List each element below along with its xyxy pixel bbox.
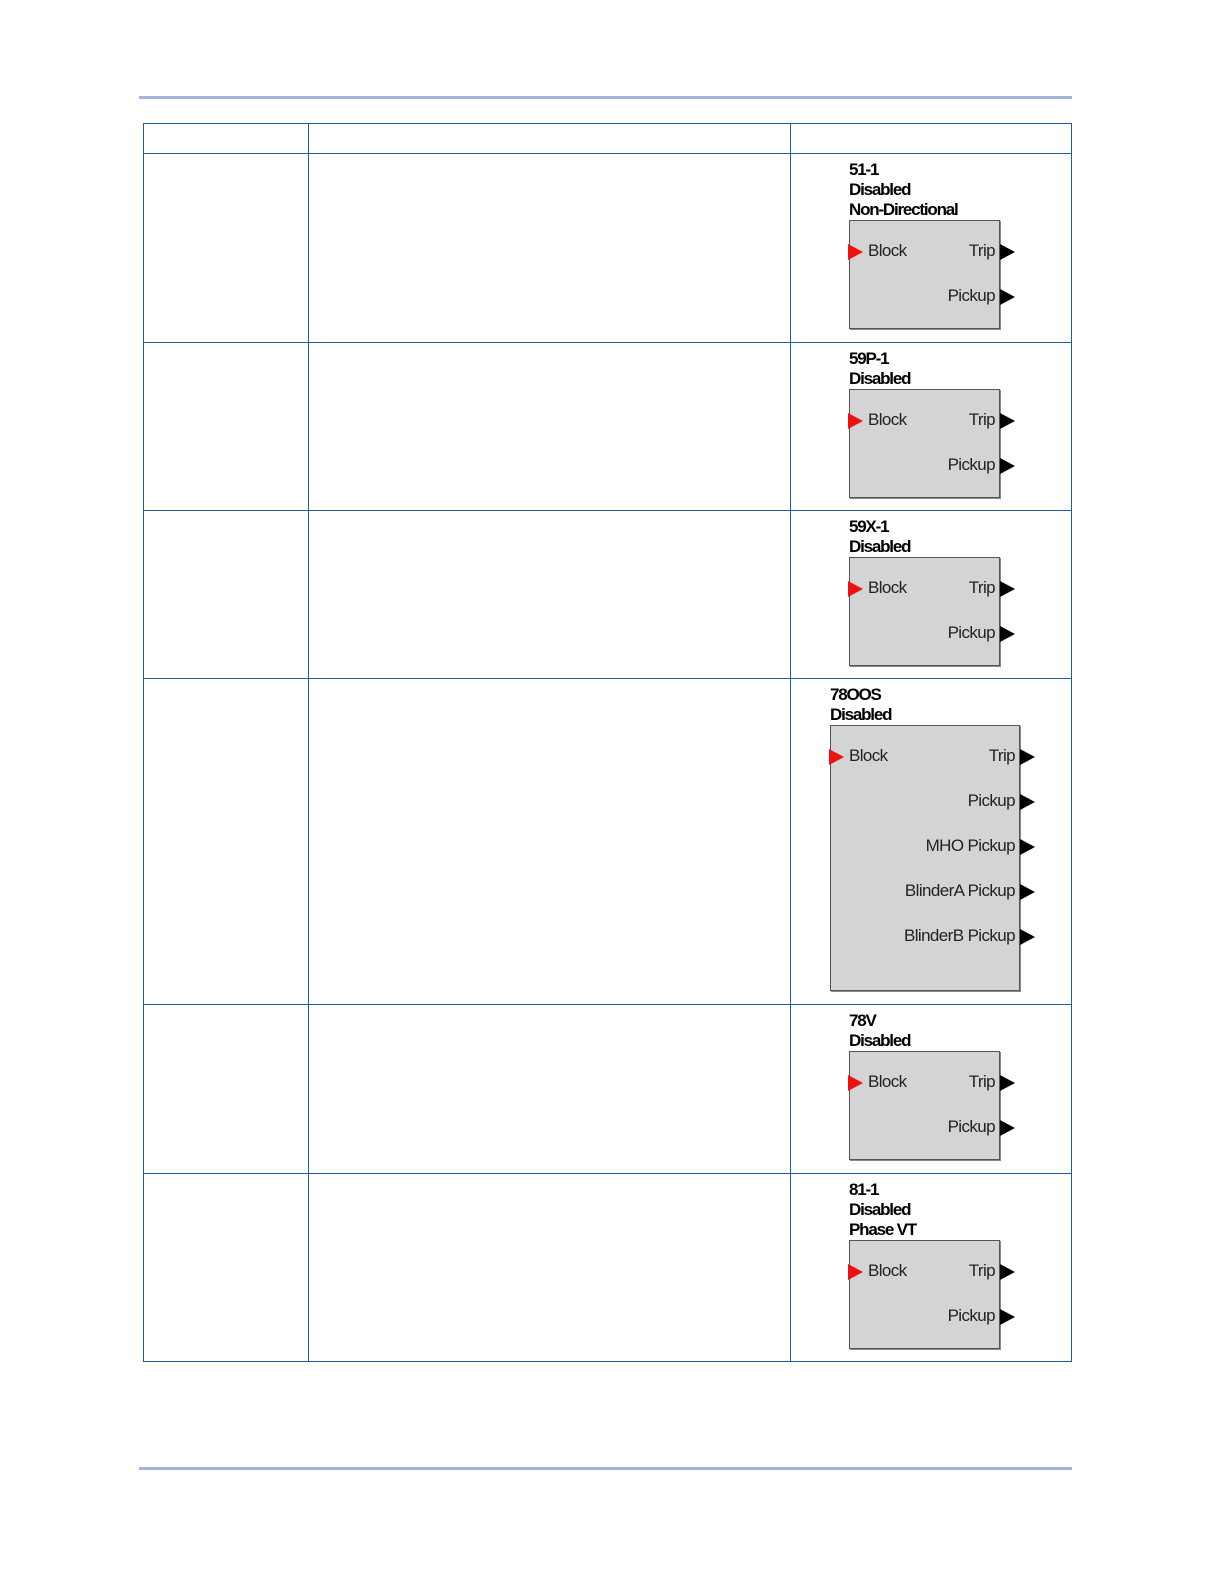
output-arrow-icon[interactable] [1000, 1309, 1015, 1325]
input-arrow-icon[interactable] [848, 1075, 863, 1091]
block-output-label: BlinderA Pickup [904, 881, 1015, 900]
block-title-line: 59X-1 [849, 517, 889, 536]
block-title-line: 59P-1 [849, 349, 889, 368]
logic-block[interactable] [849, 349, 1000, 498]
block-title-line: 51-1 [849, 160, 879, 179]
logic-block-cell [791, 1005, 1072, 1174]
block-output-label: Pickup [947, 455, 995, 474]
header-rule [139, 96, 1072, 99]
output-arrow-icon[interactable] [1020, 929, 1035, 945]
block-input-label: Block [868, 1072, 907, 1091]
element-description-cell [309, 1005, 791, 1174]
input-arrow-icon[interactable] [848, 581, 863, 597]
block-input-label: Block [868, 578, 907, 597]
input-arrow-icon[interactable] [829, 749, 844, 765]
logic-block[interactable] [849, 1011, 1000, 1160]
block-input-label: Block [849, 746, 888, 765]
element-description-cell [309, 679, 791, 1005]
table-row [144, 343, 1072, 511]
element-name-cell [144, 343, 309, 511]
table-row [144, 154, 1072, 343]
input-arrow-icon[interactable] [848, 244, 863, 260]
output-arrow-icon[interactable] [1000, 1264, 1015, 1280]
output-arrow-icon[interactable] [1000, 244, 1015, 260]
block-title-line: Disabled [849, 1200, 911, 1219]
block-output-label: Pickup [947, 1306, 995, 1325]
element-description-cell [309, 154, 791, 343]
element-name-cell [144, 679, 309, 1005]
output-arrow-icon[interactable] [1000, 1120, 1015, 1136]
block-output-label: Trip [988, 746, 1015, 765]
logic-block-body[interactable] [849, 1240, 1000, 1349]
logic-block[interactable] [849, 1180, 1000, 1349]
block-output-label: Trip [968, 1072, 995, 1091]
block-output-label: Pickup [947, 623, 995, 642]
element-description-cell [309, 1174, 791, 1362]
output-arrow-icon[interactable] [1020, 749, 1035, 765]
output-arrow-icon[interactable] [1020, 884, 1035, 900]
block-title-line: Non-Directional [849, 200, 958, 219]
logic-block-body[interactable] [849, 389, 1000, 498]
input-arrow-icon[interactable] [848, 413, 863, 429]
element-description-cell [309, 343, 791, 511]
table-row [144, 1174, 1072, 1362]
block-output-label: Trip [968, 410, 995, 429]
element-name-cell [144, 1005, 309, 1174]
output-arrow-icon[interactable] [1000, 413, 1015, 429]
block-output-label: Trip [968, 241, 995, 260]
header-cell-block [791, 124, 1072, 154]
output-arrow-icon[interactable] [1000, 626, 1015, 642]
logic-block[interactable] [849, 517, 1000, 666]
block-output-label: BlinderB Pickup [903, 926, 1015, 945]
block-title-line: Disabled [849, 369, 911, 388]
block-title-line: 78V [849, 1011, 876, 1030]
block-output-label: MHO Pickup [925, 836, 1015, 855]
block-output-label: Pickup [947, 1117, 995, 1136]
block-input-label: Block [868, 410, 907, 429]
block-title-line: Disabled [830, 705, 892, 724]
block-title-line: Disabled [849, 537, 911, 556]
logic-block-cell [791, 511, 1072, 679]
element-name-cell [144, 511, 309, 679]
logic-block-body[interactable] [830, 725, 1020, 991]
block-title-line: Phase VT [849, 1220, 916, 1239]
output-arrow-icon[interactable] [1020, 794, 1035, 810]
logic-block-body[interactable] [849, 557, 1000, 666]
logic-block-cell [791, 679, 1072, 1005]
table-header-row [144, 124, 1072, 154]
block-title-line: 81-1 [849, 1180, 879, 1199]
footer-rule [139, 1467, 1072, 1470]
logic-block-body[interactable] [849, 220, 1000, 329]
output-arrow-icon[interactable] [1000, 1075, 1015, 1091]
block-output-label: Pickup [947, 286, 995, 305]
block-output-label: Pickup [967, 791, 1015, 810]
logic-block-cell [791, 1174, 1072, 1362]
element-name-cell [144, 154, 309, 343]
header-cell-description [309, 124, 791, 154]
block-title-line: Disabled [849, 1031, 911, 1050]
output-arrow-icon[interactable] [1020, 839, 1035, 855]
logic-block-cell [791, 343, 1072, 511]
block-input-label: Block [868, 241, 907, 260]
logic-block[interactable] [830, 685, 1020, 991]
block-output-label: Trip [968, 578, 995, 597]
table-row [144, 1005, 1072, 1174]
input-arrow-icon[interactable] [848, 1264, 863, 1280]
element-description-cell [309, 511, 791, 679]
logic-element-table [143, 123, 1072, 1362]
logic-block-cell [791, 154, 1072, 343]
logic-block-body[interactable] [849, 1051, 1000, 1160]
block-title-line: 78OOS [830, 685, 881, 704]
block-input-label: Block [868, 1261, 907, 1280]
block-output-label: Trip [968, 1261, 995, 1280]
output-arrow-icon[interactable] [1000, 289, 1015, 305]
output-arrow-icon[interactable] [1000, 581, 1015, 597]
table-row [144, 511, 1072, 679]
block-title-line: Disabled [849, 180, 911, 199]
header-cell-name [144, 124, 309, 154]
element-name-cell [144, 1174, 309, 1362]
table-row [144, 679, 1072, 1005]
logic-block[interactable] [849, 160, 1000, 329]
output-arrow-icon[interactable] [1000, 458, 1015, 474]
